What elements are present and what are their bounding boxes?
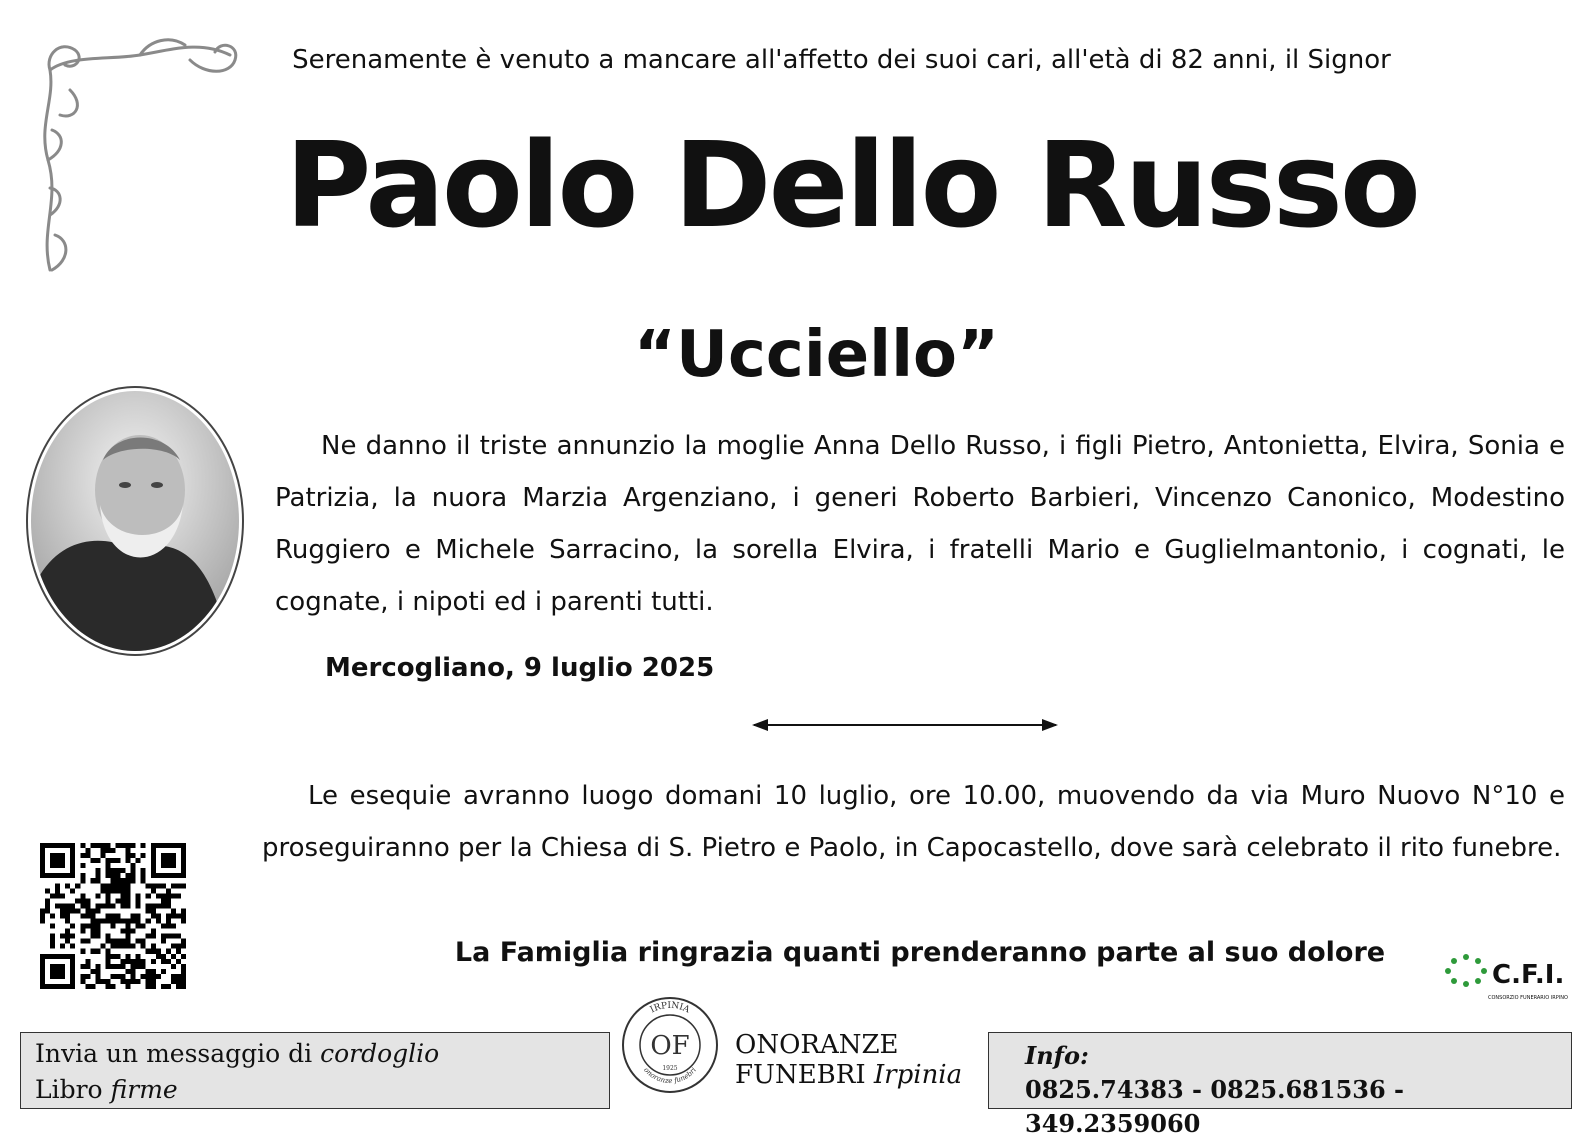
info-phones[interactable]: 0825.74383 - 0825.681536 - 349.2359060	[1025, 1075, 1404, 1138]
cfi-subtitle: CONSORZIO FUNERARIO IRPINO	[1488, 995, 1568, 1001]
thanks-line: La Famiglia ringrazia quanti prenderanno parte al suo dolore	[454, 937, 1386, 968]
condolence-emphasis: cordoglio	[320, 1039, 440, 1068]
nickname: “Ucciello”	[633, 318, 1000, 392]
seal-year: 1925	[662, 1065, 678, 1072]
seal-top-text: IRPINIA	[648, 1000, 692, 1016]
info-label-text: Info:	[1025, 1041, 1089, 1070]
svg-text:IRPINIA	[649, 1001, 692, 1016]
funeral-home-seal	[615, 990, 725, 1100]
place-date: Mercogliano, 9 luglio 2025	[325, 653, 715, 683]
guestbook-link[interactable]	[35, 1072, 595, 1108]
funeral-home-line2-prefix: FUNEBRI	[735, 1060, 874, 1090]
deceased-name: Paolo Dello Russo	[284, 116, 1419, 254]
guestbook-label: Libro	[35, 1075, 111, 1104]
info-box	[988, 1032, 1572, 1138]
announcement-text: Ne danno il triste annunzio la moglie Anna Dello Russo, i figli Pietro, Antonietta, Elvira, Sonia e Patrizia, la nuora Marzia Argenziano, i generi Roberto Barbieri, Vincenzo Canonico, Modestino Ruggiero e Michele Sarracino, la sorella Elvira, i fratelli Mario e Guglielmantonio, i cognati, le cognate, i nipoti ed i parenti tutti.	[275, 431, 1565, 617]
funeral-home-line1: ONORANZE	[735, 1030, 899, 1060]
cfi-logo: C.F.I.	[1492, 960, 1565, 990]
condolence-box[interactable]	[20, 1032, 610, 1109]
funeral-home-name	[735, 1030, 962, 1090]
funeral-paragraph	[262, 770, 1565, 874]
guestbook-emphasis: firme	[110, 1075, 178, 1104]
condolence-label: Invia un messaggio di	[35, 1039, 321, 1068]
funeral-home-line2	[735, 1060, 962, 1090]
announcement-paragraph	[275, 420, 1565, 628]
qr-code[interactable]	[40, 843, 186, 989]
arrow-divider	[750, 716, 1060, 734]
info-label	[1025, 1039, 1535, 1073]
condolence-link[interactable]	[35, 1036, 595, 1072]
portrait-photo	[25, 385, 245, 657]
seal-mark: OF	[650, 1031, 690, 1061]
intro-text: Serenamente è venuto a mancare all'affetto dei suoi cari, all'età di 82 anni, il Signor	[292, 45, 1391, 75]
funeral-home-line2-emphasis: Irpinia	[873, 1060, 963, 1090]
seal-bottom-text: onoranze funebri	[642, 1065, 698, 1086]
funeral-text: Le esequie avranno luogo domani 10 luglio, ore 10.00, muovendo da via Muro Nuovo N°10 e proseguiranno per la Chiesa di S. Pietro e Paolo, in Capocastello, dove sarà celebrato il rito funebre.	[262, 781, 1565, 863]
cfi-logo-dots	[1442, 952, 1490, 988]
